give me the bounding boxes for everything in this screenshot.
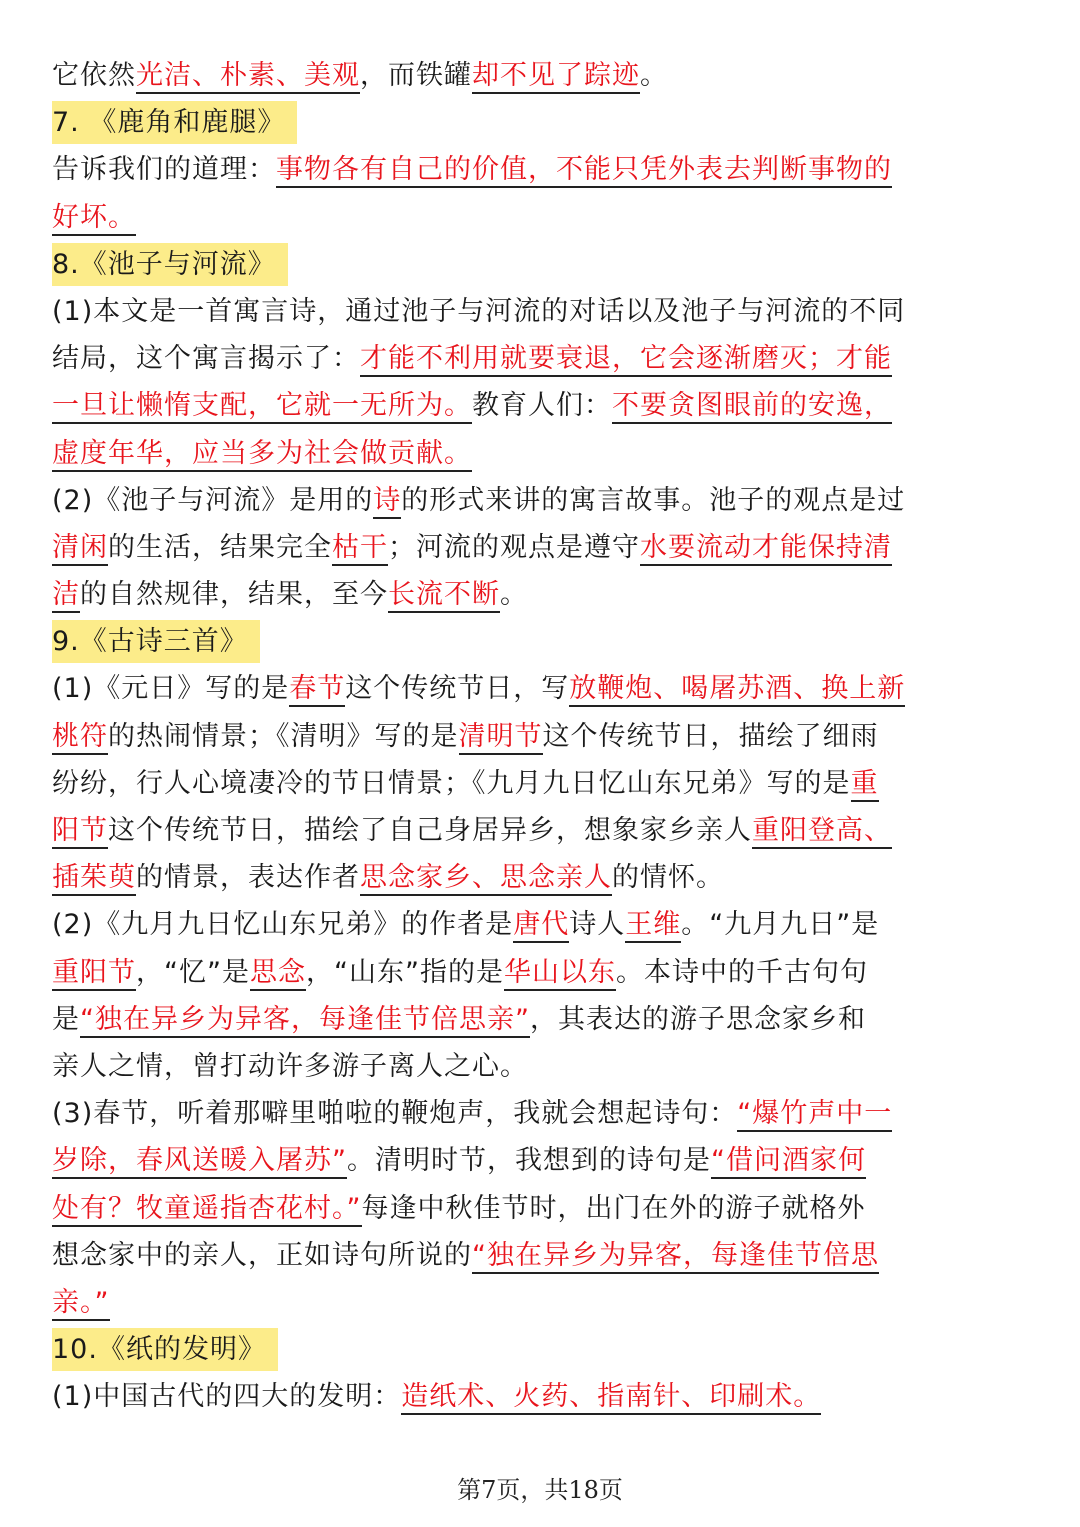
- answer-text: 一旦让懒惰支配，它就一无所为。: [52, 390, 472, 424]
- answer-text: 思念家乡、思念亲人: [360, 862, 612, 896]
- answer-text: 王维: [625, 909, 681, 943]
- answer-text: 岁除，春风送暖入屠苏”: [52, 1145, 347, 1179]
- heading-highlight: [52, 101, 297, 144]
- text-line: [52, 382, 1030, 429]
- body-text: ，其表达的游子思念家乡和: [529, 1003, 866, 1035]
- answer-text: 唐代: [513, 909, 569, 943]
- body-text: 告诉我们的道理：: [52, 154, 276, 186]
- answer-text: 洁: [52, 579, 80, 613]
- answer-text: 却不见了踪迹: [472, 60, 640, 94]
- text-line: [52, 807, 1030, 854]
- body-text: 9.《古诗三首》: [52, 626, 248, 658]
- answer-text: 光洁、朴素、美观: [136, 60, 360, 94]
- text-line: [52, 524, 1030, 571]
- text-line: [52, 430, 1030, 477]
- answer-text: 长流不断: [388, 579, 500, 613]
- body-text: 诗人: [569, 909, 626, 941]
- answer-text: 桃符: [52, 721, 108, 755]
- heading-highlight: [52, 620, 260, 663]
- body-text: (3)春节，听着那噼里啪啦的鞭炮声，我就会想起诗句：: [52, 1098, 738, 1130]
- text-line: [52, 1185, 1030, 1232]
- answer-text: 枯干: [332, 532, 388, 566]
- body-text: 它依然: [52, 60, 136, 91]
- text-line: [52, 854, 1030, 901]
- body-text: 的情景，表达作者: [136, 862, 360, 894]
- text-line: [52, 1043, 1030, 1090]
- answer-text: 造纸术、火药、指南针、印刷术。: [401, 1381, 821, 1415]
- answer-text: 好坏。: [52, 202, 136, 236]
- text-line: [52, 713, 1030, 760]
- body-text: (1)中国古代的四大的发明：: [52, 1381, 402, 1413]
- section-heading: [52, 1326, 1030, 1373]
- answer-text: 重阳登高、: [752, 815, 892, 849]
- answer-text: “爆竹声中一: [737, 1098, 892, 1132]
- body-text: (2)《九月九日忆山东兄弟》的作者是: [52, 909, 514, 941]
- answer-text: 重: [851, 768, 879, 802]
- body-text: 这个传统节日，描绘了自己身居异乡，想象家乡亲人: [108, 815, 752, 846]
- text-line: [52, 1232, 1030, 1279]
- answer-text: 事物各有自己的价值，不能只凭外表去判断事物的: [276, 154, 892, 188]
- body-text: 这个传统节日，写: [345, 673, 570, 705]
- text-line: [52, 996, 1030, 1043]
- answer-text: 清闲: [52, 532, 108, 566]
- section-heading: [52, 99, 1030, 146]
- answer-text: 不要贪图眼前的安逸，: [612, 390, 892, 424]
- heading-highlight: [52, 1328, 278, 1371]
- body-text: 想念家中的亲人，正如诗句所说的: [52, 1239, 472, 1271]
- body-text: ，而铁罐: [360, 60, 472, 91]
- body-text: (1)本文是一首寓言诗，通过池子与河流的对话以及池子与河流的不同: [52, 295, 906, 327]
- answer-text: 重阳节: [52, 957, 136, 991]
- body-text: (1)《元日》写的是: [52, 673, 290, 705]
- text-line: [52, 288, 1030, 335]
- text-line: [52, 146, 1030, 193]
- text-line: [52, 1279, 1030, 1326]
- section-heading: [52, 618, 1030, 665]
- text-line: [52, 335, 1030, 382]
- text-line: [52, 665, 1030, 712]
- body-text: 7. 《鹿角和鹿腿》: [52, 107, 286, 139]
- page-number: 第7页，共18页: [457, 1476, 623, 1504]
- answer-text: 诗: [373, 485, 401, 519]
- text-line: [52, 901, 1030, 948]
- body-text: 8.《池子与河流》: [52, 248, 276, 280]
- body-text: 纷纷，行人心境凄冷的节日情景；《九月九日忆山东兄弟》写的是: [52, 767, 851, 799]
- answer-text: 放鞭炮、喝屠苏酒、换上新: [569, 673, 905, 707]
- answer-text: 清明节: [459, 721, 543, 755]
- body-text: ，“山东”指的是: [305, 956, 504, 988]
- body-text: 教育人们：: [472, 390, 612, 422]
- text-line: [52, 1137, 1030, 1184]
- body-text: 结局，这个寓言揭示了：: [52, 343, 360, 375]
- body-text: 的自然规律，结果，至今: [80, 579, 388, 611]
- body-text: 的形式来讲的寓言故事。池子的观点是过: [401, 484, 906, 516]
- body-text: 。本诗中的千古句句: [615, 956, 868, 988]
- text-line: [52, 52, 1030, 99]
- answer-text: 春节: [289, 673, 345, 707]
- text-line: [52, 949, 1030, 996]
- body-text: 的情怀。: [612, 862, 724, 894]
- heading-highlight: [52, 243, 288, 286]
- text-line: [52, 760, 1030, 807]
- body-text: ；河流的观点是遵守: [388, 531, 640, 563]
- answer-text: 才能不利用就要衰退，它会逐渐磨灭；才能: [360, 343, 892, 377]
- body-text: ，“忆”是: [136, 956, 250, 988]
- answer-text: 虚度年华，应当多为社会做贡献。: [52, 438, 472, 472]
- text-line: [52, 571, 1030, 618]
- answer-text: 处有？牧童遥指杏花村。”: [52, 1193, 362, 1227]
- answer-text: “借问酒家何: [711, 1145, 866, 1179]
- answer-text: 插茱萸: [52, 862, 136, 896]
- body-text: 10.《纸的发明》: [52, 1334, 266, 1366]
- section-heading: [52, 241, 1030, 288]
- document-body: [52, 52, 1030, 1420]
- answer-text: 水要流动才能保持清: [640, 532, 892, 566]
- body-text: 。: [500, 579, 528, 611]
- body-text: 。: [640, 60, 668, 91]
- body-text: 。“九月九日”是: [681, 909, 880, 941]
- answer-text: 华山以东: [504, 957, 616, 991]
- text-line: [52, 194, 1030, 241]
- answer-text: 阳节: [52, 815, 108, 849]
- body-text: 亲人之情，曾打动许多游子离人之心。: [52, 1050, 528, 1082]
- body-text: 的热闹情景；《清明》写的是: [108, 720, 459, 752]
- text-line: [52, 1090, 1030, 1137]
- body-text: 每逢中秋佳节时，出门在外的游子就格外: [361, 1192, 866, 1224]
- answer-text: 亲。”: [52, 1287, 110, 1321]
- answer-text: “独在异乡为异客，每逢佳节倍思: [472, 1240, 879, 1274]
- answer-text: 思念: [250, 957, 306, 991]
- body-text: 这个传统节日，描绘了细雨: [542, 720, 879, 752]
- body-text: 是: [52, 1003, 80, 1035]
- answer-text: “独在异乡为异客，每逢佳节倍思亲”: [80, 1004, 530, 1038]
- body-text: 的生活，结果完全: [108, 531, 332, 563]
- body-text: (2)《池子与河流》是用的: [52, 484, 374, 516]
- text-line: [52, 477, 1030, 524]
- body-text: 。清明时节，我想到的诗句是: [347, 1145, 711, 1177]
- text-line: [52, 1373, 1030, 1420]
